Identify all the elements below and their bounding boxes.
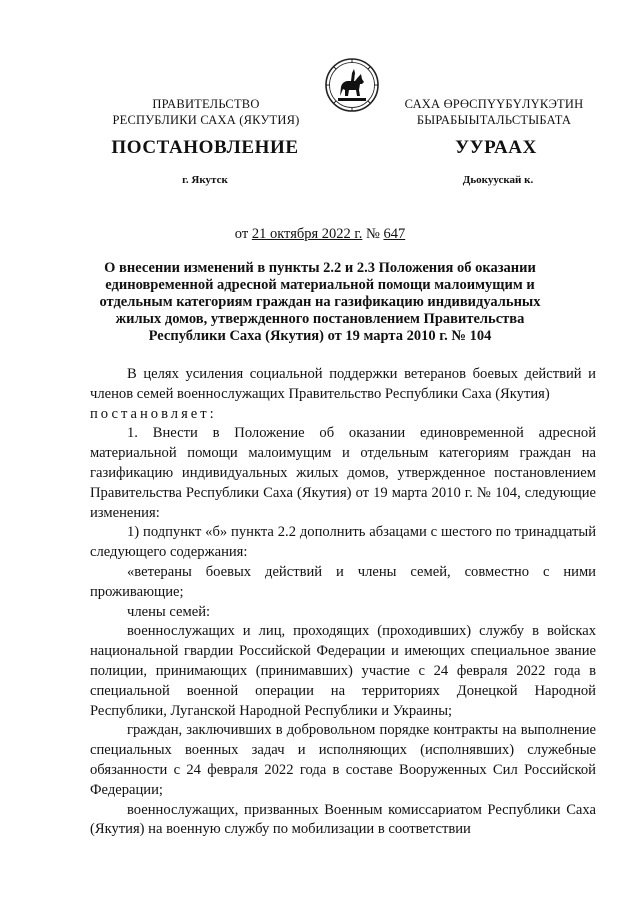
number-sign: № (365, 226, 380, 242)
doc-type-sah: УУРААХ (455, 137, 537, 158)
body-paragraph: «ветераны боевых действий и члены семей, совместно с ними проживающие; (90, 563, 596, 600)
date-prefix: от (234, 226, 249, 242)
government-name-ru-line2: РЕСПУБЛИКИ САХА (ЯКУТИЯ) (112, 113, 300, 127)
government-name-ru-line1: ПРАВИТЕЛЬСТВО (152, 97, 260, 111)
doc-type-ru: ПОСТАНОВЛЕНИЕ (111, 137, 299, 158)
decree-title-line1: О внесении изменений в пункты 2.2 и 2.3 Положения об оказании (104, 260, 536, 276)
city-ru: г. Якутск (182, 174, 228, 186)
body-paragraph: члены семей: (127, 603, 211, 620)
city-sah: Дьокуускай к. (462, 174, 534, 186)
body-paragraph: граждан, заключивших в добровольном порядке контракты на выполнение специальных военных задач и исполняющих (исполнявших) служебные обязанности с 24 февраля 2022 года в составе Вооруженных Сил Российской Федерации; (90, 722, 596, 798)
decree-title (90, 260, 550, 345)
decree-body (90, 365, 596, 840)
decree-title-line5: Республики Саха (Якутия) от 19 марта 2010 г. № 104 (148, 328, 492, 344)
government-name-sah (388, 96, 600, 128)
decree-title-line3: отдельным категориям граждан на газификацию индивидуальных (99, 294, 541, 310)
government-name-sah-line1: САХА ӨРӨСПҮҮБҮЛҮКЭТИН (404, 97, 584, 111)
decree-date: 21 октября 2022 г. (251, 226, 363, 242)
preamble-text: В целях усиления социальной поддержки ветеранов боевых действий и членов семей военнослужащих Правительство Республики Саха (Якутия) (90, 366, 596, 402)
decree-title-line2: единовременной адресной материальной помощи малоимущим и (105, 277, 535, 293)
body-paragraph: 1) подпункт «б» пункта 2.2 дополнить абзацами с шестого по тринадцатый следующего содержания: (90, 524, 596, 561)
decree-word: постановляет: (90, 405, 217, 422)
date-line (0, 226, 640, 243)
decree-number: 647 (383, 226, 406, 242)
decree-title-line4: жилых домов, утвержденного постановлением Правительства (115, 311, 525, 327)
government-name-sah-line2: БЫРАБЫЫТАЛЬСТЫБАТА (416, 113, 572, 127)
body-paragraph: военнослужащих, призванных Военным комиссариатом Республики Саха (Якутия) на военную службу по мобилизации в соответствии (90, 801, 596, 838)
body-paragraph: 1. Внести в Положение об оказании единовременной адресной материальной помощи малоимущим и отдельным категориям граждан на газификацию индивидуальных жилых домов, утвержденное постановлением Правительства Республики Саха (Якутия) от 19 марта 2010 г. № 104, следующие изменения: (90, 425, 596, 521)
body-paragraph (90, 365, 596, 424)
government-name-ru (100, 96, 312, 128)
coat-of-arms-sakha-icon (324, 57, 380, 113)
body-paragraph: военнослужащих и лиц, проходящих (проходивших) службу в войсках национальной гвардии Российской Федерации и имеющих специальное звание полиции, принимающих (принимавших) участие с 24 февраля 2022 года в специальной военной операции на территориях Донецкой Народной Республики, Луганской Народной Республики и Украины; (90, 623, 596, 719)
